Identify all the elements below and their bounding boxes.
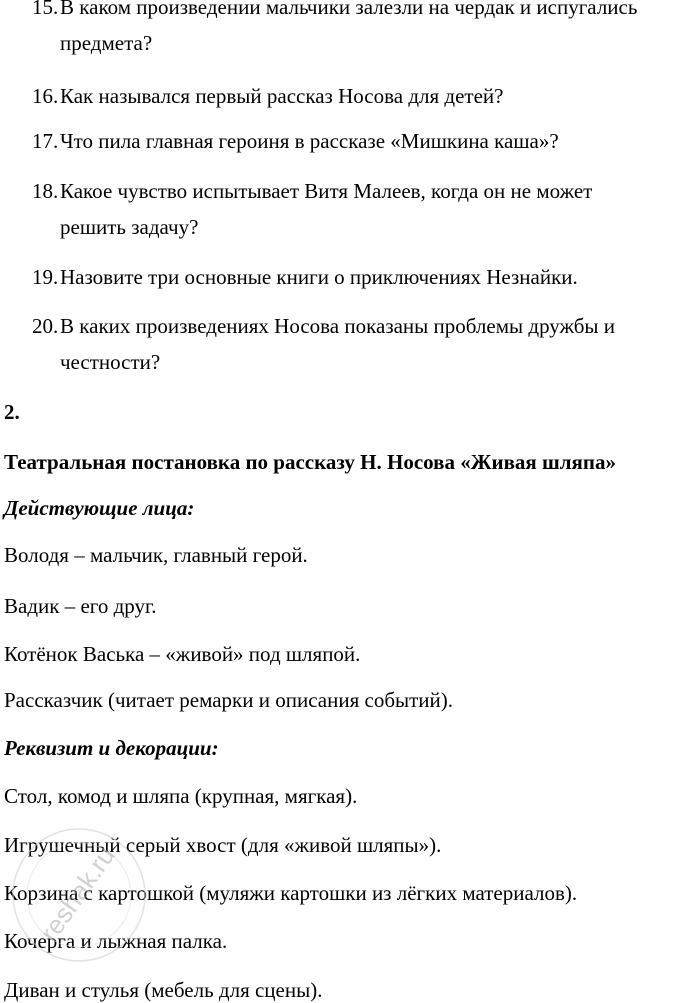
question-number: 17. [32, 129, 59, 153]
characters-heading: Действующие лица: [4, 496, 195, 520]
question-number: 20. [32, 314, 59, 338]
character-item: Рассказчик (читает ремарки и описания событий). [4, 688, 454, 712]
question-text-continued: честности? [60, 350, 161, 374]
character-item: Володя – мальчик, главный герой. [4, 543, 308, 567]
question-text: Какое чувство испытывает Витя Малеев, когда он не может [60, 179, 593, 203]
question-17 [32, 131, 657, 152]
character-item: Котёнок Васька – «живой» под шляпой. [4, 642, 361, 666]
question-15 [32, 0, 657, 55]
question-20 [32, 314, 657, 374]
section-number: 2. [4, 400, 20, 424]
prop-item: Корзина с картошкой (муляжи картошки из лёгких материалов). [4, 881, 578, 905]
question-text-continued: решить задачу? [60, 215, 199, 239]
question-text: В каком произведении мальчики залезли на чердак и испугались [60, 0, 638, 19]
question-19 [32, 267, 657, 288]
question-number: 19. [32, 265, 59, 289]
question-16 [32, 86, 657, 107]
question-text-continued: предмета? [60, 31, 153, 55]
question-text: Как назывался первый рассказ Носова для детей? [60, 84, 504, 108]
question-text: В каких произведениях Носова показаны проблемы дружбы и [60, 314, 616, 338]
question-number: 15. [32, 0, 59, 19]
character-item: Вадик – его друг. [4, 594, 157, 618]
prop-item: Диван и стулья (мебель для сцены). [4, 978, 323, 1002]
prop-item: Кочерга и лыжная палка. [4, 929, 228, 953]
question-number: 18. [32, 179, 59, 203]
section-title: Театральная постановка по рассказу Н. Носова «Живая шляпа» [4, 450, 617, 474]
question-number: 16. [32, 84, 59, 108]
watermark-text: reshak.ru [33, 840, 121, 947]
question-text: Что пила главная героиня в рассказе «Мишкина каша»? [60, 129, 559, 153]
prop-item: Стол, комод и шляпа (крупная, мягкая). [4, 784, 358, 808]
props-heading: Реквизит и декорации: [4, 736, 219, 760]
prop-item: Игрушечный серый хвост (для «живой шляпы»). [4, 833, 442, 857]
question-18 [32, 179, 657, 239]
question-text: Назовите три основные книги о приключениях Незнайки. [60, 265, 578, 289]
